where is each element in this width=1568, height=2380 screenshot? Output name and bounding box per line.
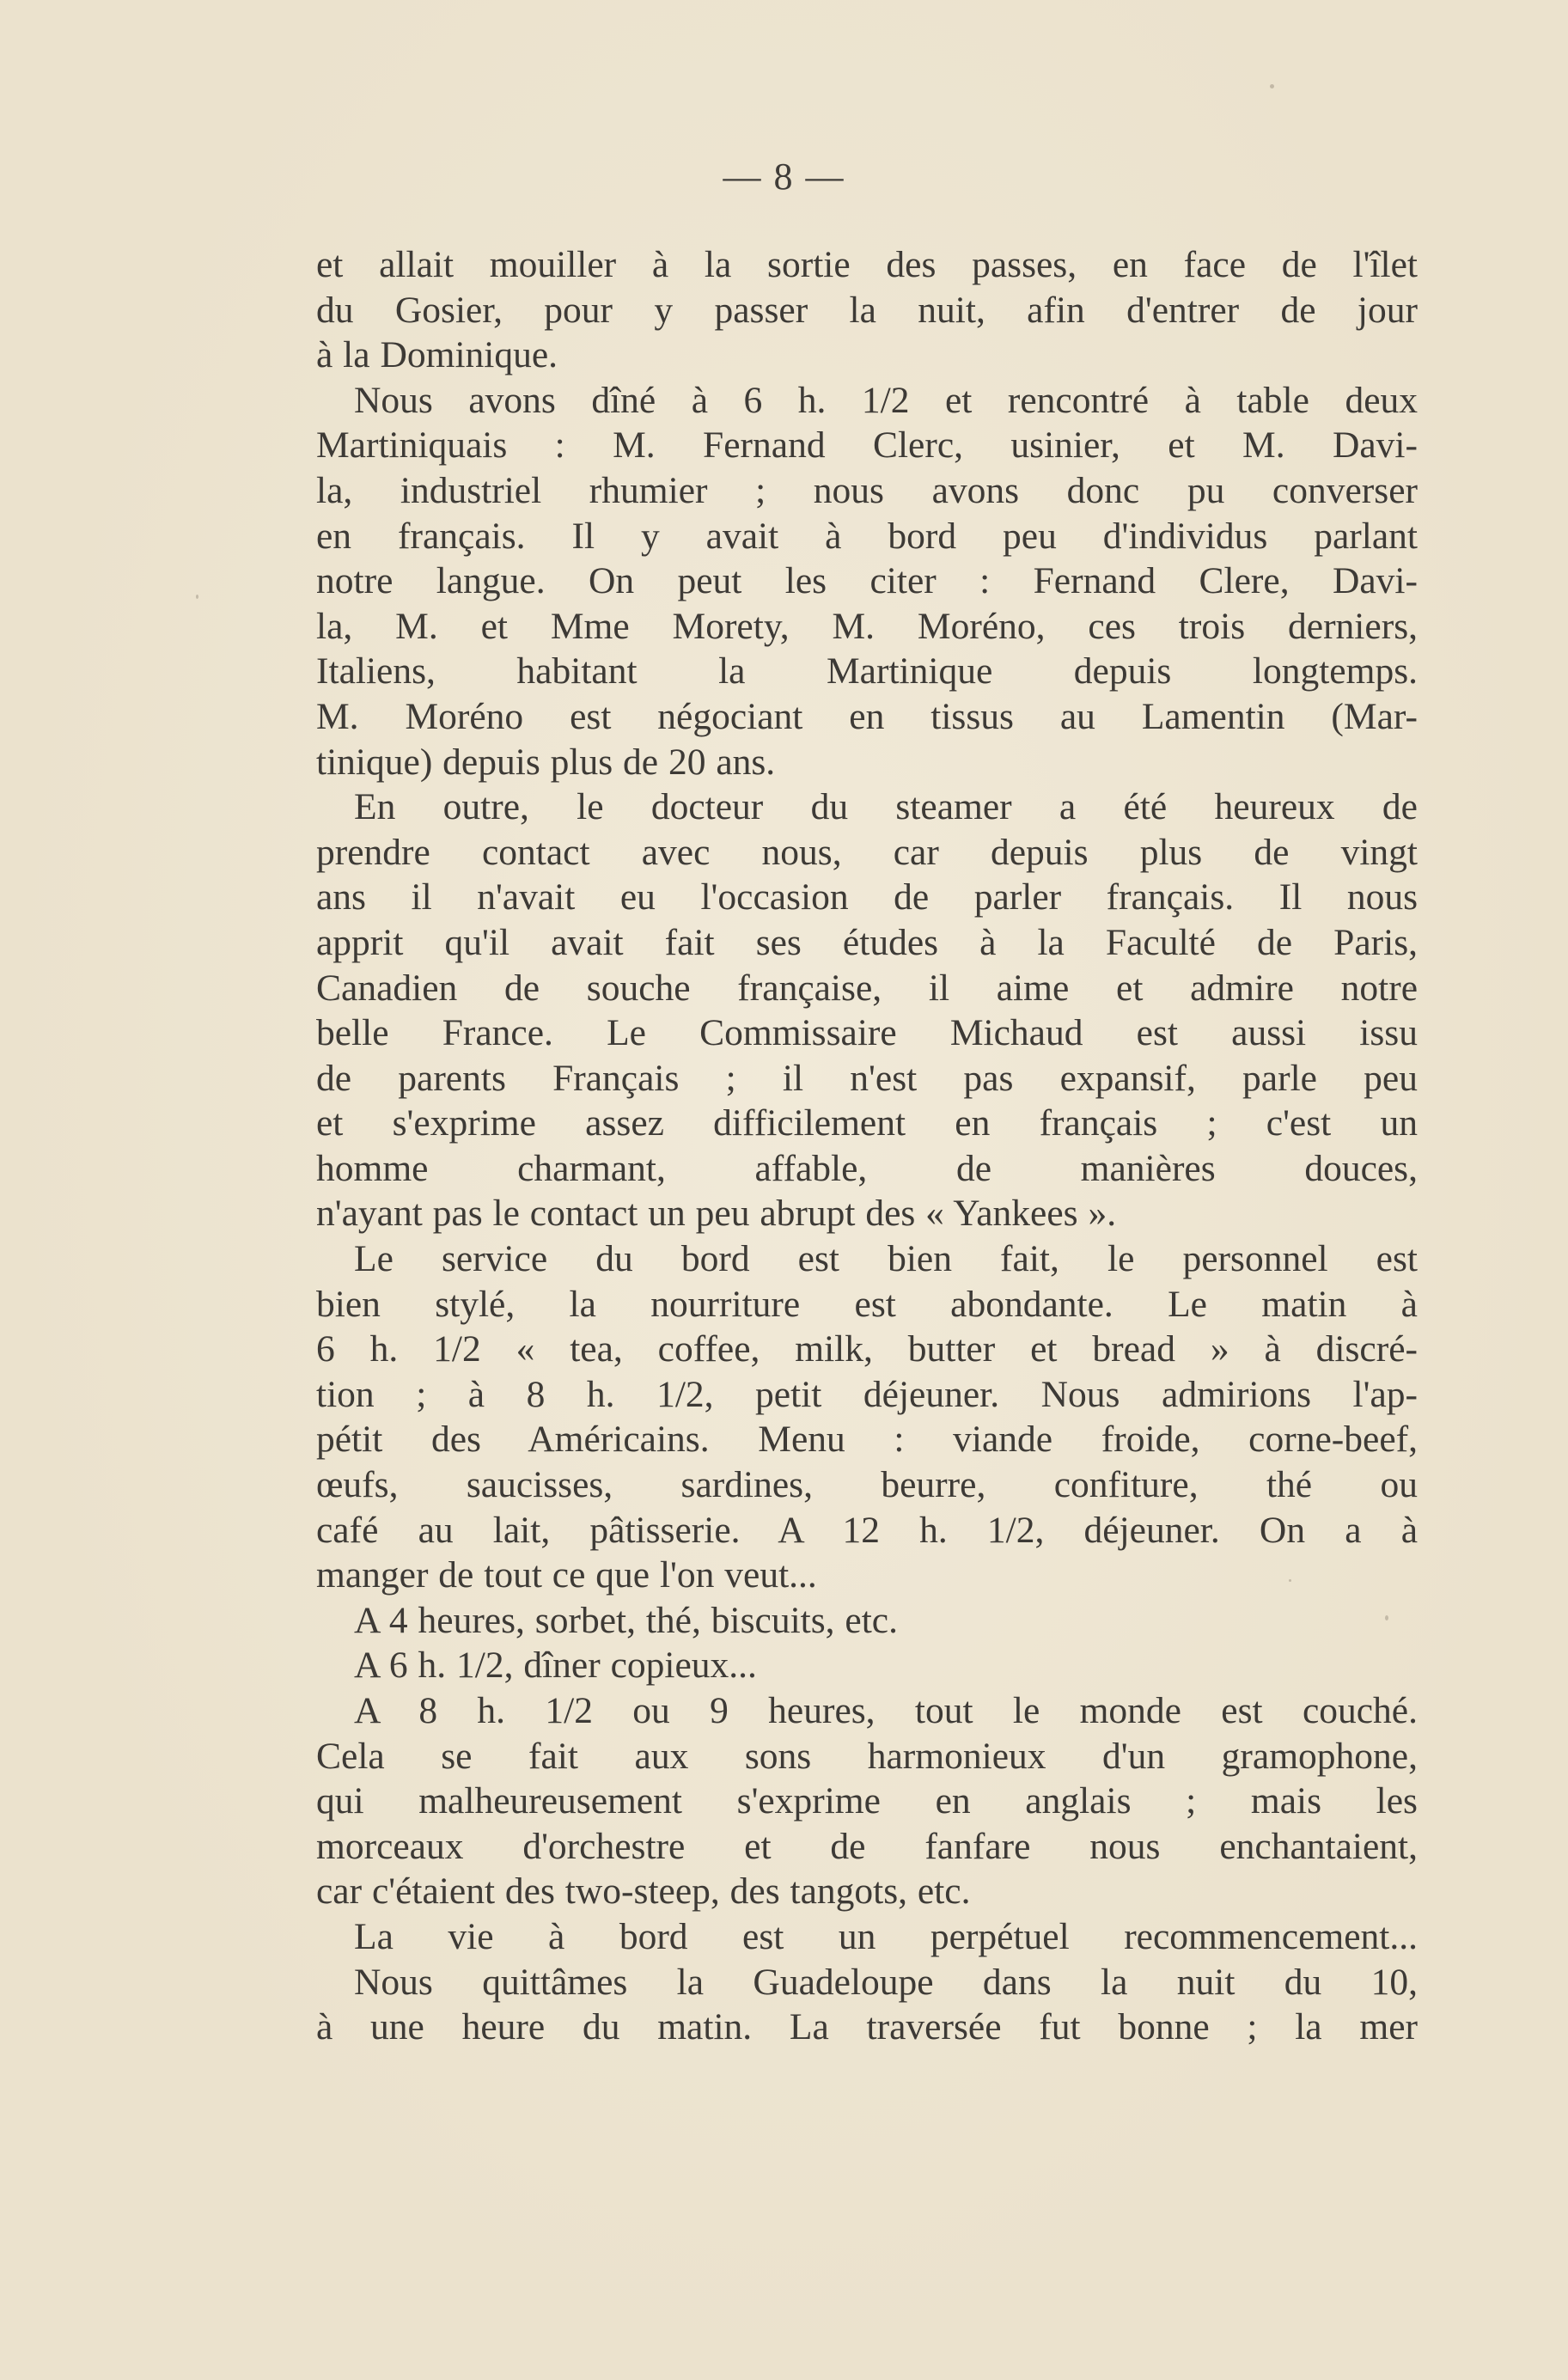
text-line: de parents Français ; il n'est pas expansif, parle peu: [316, 1057, 1418, 1099]
text-line: Canadien de souche française, il aime et admire notre: [316, 967, 1418, 1009]
text-line: œufs, saucisses, sardines, beurre, confiture, thé ou: [316, 1464, 1418, 1506]
text-line: La vie à bord est un perpétuel recommencement...: [354, 1915, 1418, 1957]
text-line: à la Dominique.: [316, 334, 558, 376]
text-line: manger de tout ce que l'on veut...: [316, 1554, 817, 1596]
text-line: en français. Il y avait à bord peu d'individus parlant: [316, 515, 1418, 557]
text-line: A 4 heures, sorbet, thé, biscuits, etc.: [354, 1599, 898, 1641]
text-line: Nous quittâmes la Guadeloupe dans la nuit du 10,: [354, 1961, 1418, 2003]
text-line: qui malheureusement s'exprime en anglais ; mais les: [316, 1780, 1418, 1822]
text-line: et allait mouiller à la sortie des passes, en face de l'îlet: [316, 244, 1418, 285]
text-line: et s'exprime assez difficilement en français ; c'est un: [316, 1102, 1418, 1144]
text-line: homme charmant, affable, de manières douces,: [316, 1147, 1418, 1189]
text-line: En outre, le docteur du steamer a été heureux de: [354, 786, 1418, 828]
text-line: A 6 h. 1/2, dîner copieux...: [354, 1645, 757, 1687]
text-line: belle France. Le Commissaire Michaud est aussi issu: [316, 1012, 1418, 1054]
text-line: café au lait, pâtisserie. A 12 h. 1/2, déjeuner. On a à: [316, 1509, 1418, 1551]
text-line: Le service du bord est bien fait, le personnel est: [354, 1238, 1418, 1280]
text-line: M. Moréno est négociant en tissus au Lamentin (Mar-: [316, 695, 1418, 737]
text-line: à une heure du matin. La traversée fut bonne ; la mer: [316, 2006, 1418, 2048]
text-line: la, M. et Mme Morety, M. Moréno, ces trois derniers,: [316, 605, 1418, 647]
text-line: n'ayant pas le contact un peu abrupt des « Yankees ».: [316, 1193, 1117, 1235]
paper-speck: [196, 595, 198, 599]
text-line: morceaux d'orchestre et de fanfare nous enchantaient,: [316, 1825, 1418, 1867]
text-line: Nous avons dîné à 6 h. 1/2 et rencontré à table deux: [354, 379, 1418, 421]
page-number: — 8 —: [723, 156, 845, 198]
text-line: bien stylé, la nourriture est abondante. Le matin à: [316, 1283, 1418, 1325]
text-line: prendre contact avec nous, car depuis plus de vingt: [316, 831, 1418, 873]
paper-speck: [1270, 84, 1274, 88]
text-line: tion ; à 8 h. 1/2, petit déjeuner. Nous admirions l'ap-: [316, 1373, 1418, 1415]
text-line: 6 h. 1/2 « tea, coffee, milk, butter et bread » à discré-: [316, 1328, 1418, 1370]
text-line: tinique) depuis plus de 20 ans.: [316, 741, 776, 783]
text-line: Cela se fait aux sons harmonieux d'un gramophone,: [316, 1735, 1418, 1777]
body-text: [316, 242, 1418, 2050]
text-line: Italiens, habitant la Martinique depuis longtemps.: [316, 650, 1418, 693]
text-line: ans il n'avait eu l'occasion de parler français. Il nous: [316, 876, 1418, 918]
text-line: du Gosier, pour y passer la nuit, afin d'entrer de jour: [316, 289, 1418, 331]
text-line: car c'étaient des two-steep, des tangots, etc.: [316, 1870, 971, 1913]
text-line: A 8 h. 1/2 ou 9 heures, tout le monde est couché.: [354, 1690, 1418, 1731]
text-line: pétit des Américains. Menu : viande froide, corne-beef,: [316, 1419, 1418, 1461]
text-line: la, industriel rhumier ; nous avons donc pu converser: [316, 469, 1418, 511]
text-line: Martiniquais : M. Fernand Clerc, usinier, et M. Davi-: [316, 424, 1418, 467]
text-line: notre langue. On peut les citer : Fernand Clere, Davi-: [316, 560, 1418, 602]
text-line: apprit qu'il avait fait ses études à la Faculté de Paris,: [316, 921, 1418, 963]
